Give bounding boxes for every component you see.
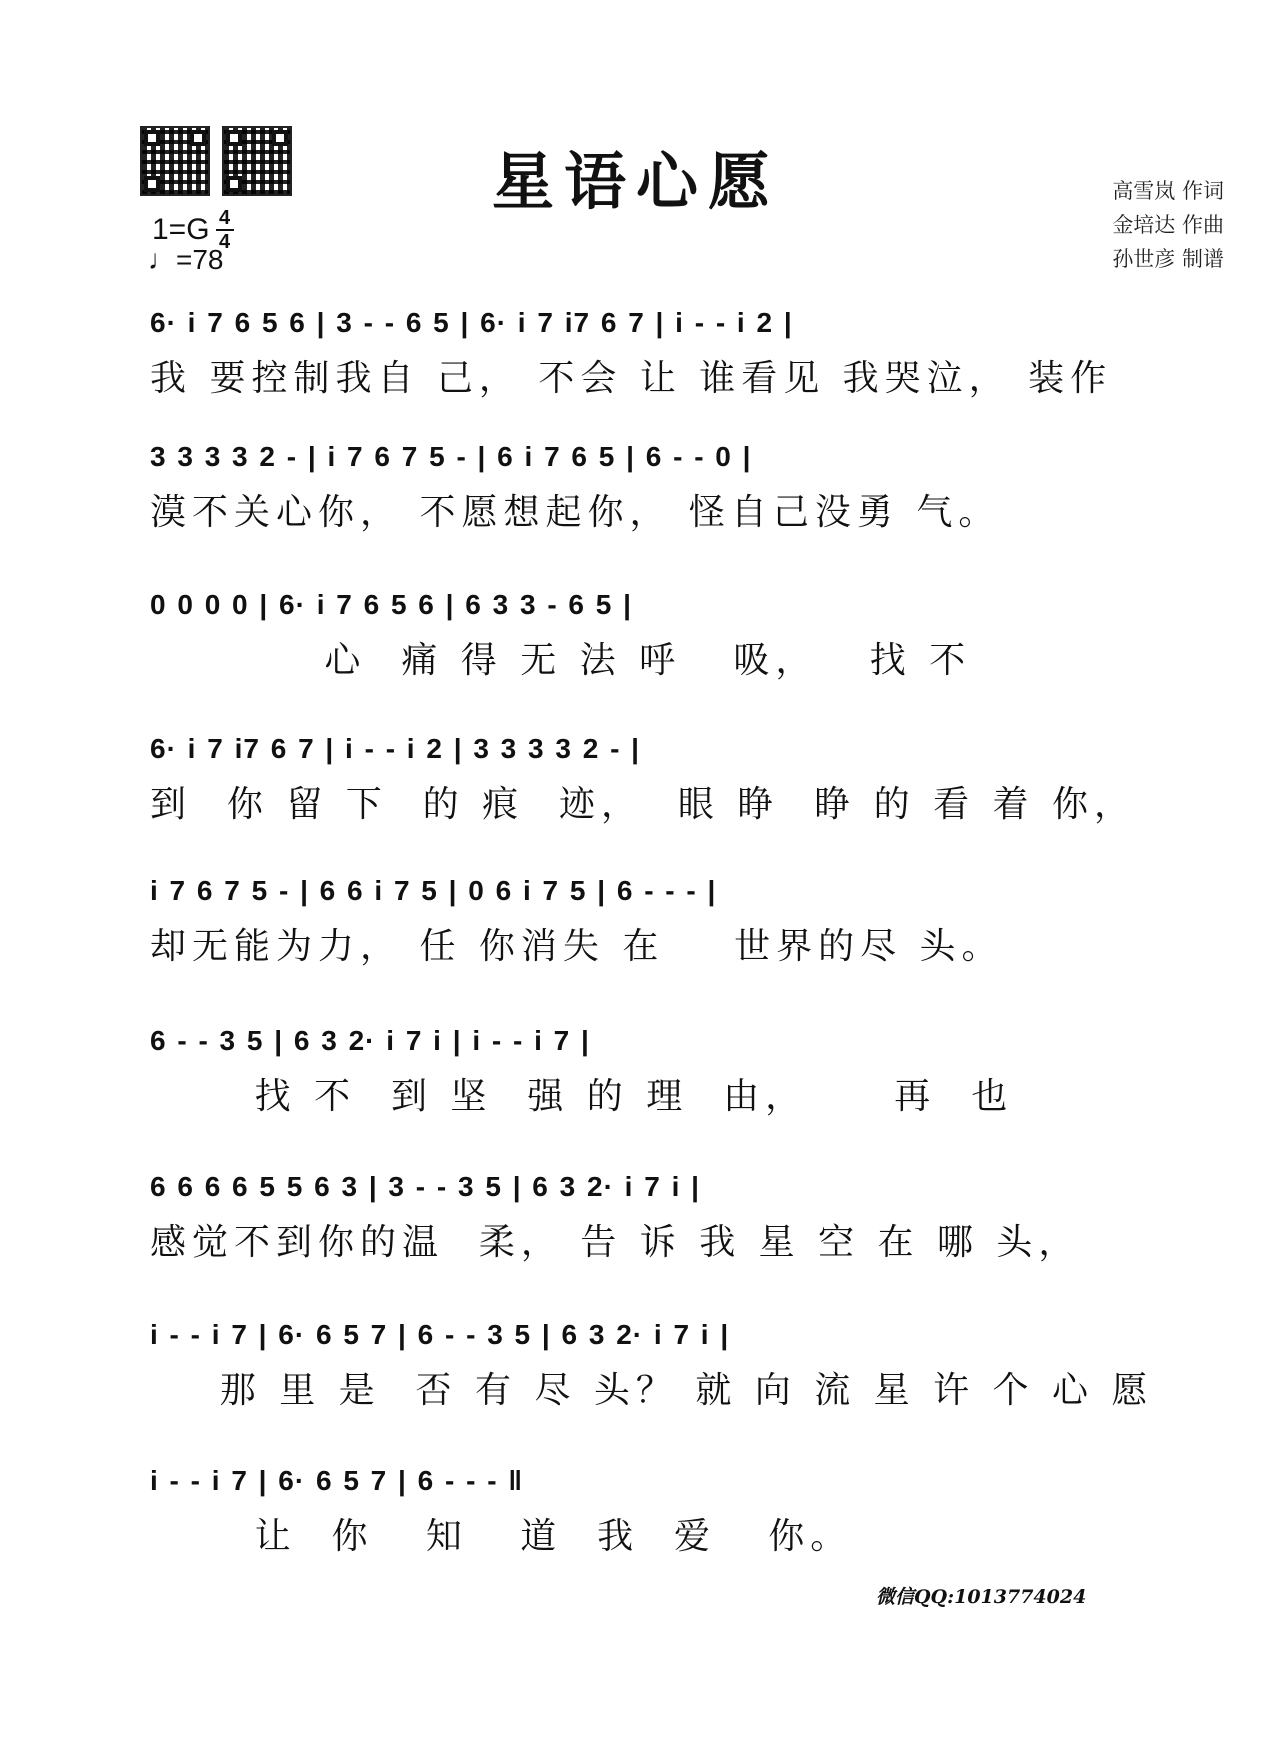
lyric-line: 却无能为力， 任 你消失 在 世界的尽 头。 <box>150 926 1004 967</box>
score-line-1 <box>150 298 1130 428</box>
lyric-line: 那 里 是 否 有 尽 头？ 就 向 流 星 许 个 心 愿 <box>150 1370 1154 1411</box>
score-line-4 <box>150 724 1136 854</box>
time-denominator: 4 <box>218 231 231 253</box>
score-line-7 <box>150 1162 1130 1292</box>
score-line-8 <box>150 1310 1154 1440</box>
credits <box>984 174 1224 276</box>
notation-line: 6 6 6 6 5 5 6 3 | 3 - - 3 5 | 6 3 2· i 7 i | <box>150 1171 700 1202</box>
score-line-2 <box>150 432 1130 562</box>
lyric-line: 到 你 留 下 的 痕 迹， 眼 睁 睁 的 看 着 你， <box>150 784 1136 825</box>
lyricist-credit: 高雪岚 作词 <box>1112 179 1224 203</box>
notation-line: 6 - - 3 5 | 6 3 2· i 7 i | i - - i 7 | <box>150 1025 590 1056</box>
lyric-line: 漠不关心你， 不愿想起你， 怪自己没勇 气。 <box>150 492 1001 533</box>
score-line-6 <box>150 1016 1130 1146</box>
song-title: 星语心愿 <box>491 145 780 218</box>
lyric-line: 找 不 到 坚 强 的 理 由， 再 也 <box>150 1076 1014 1117</box>
time-numerator: 4 <box>218 207 231 229</box>
key-label: 1=G <box>152 213 210 246</box>
lyric-line: 我 要控制我自 己， 不会 让 谁看见 我哭泣， 装作 <box>150 358 1113 399</box>
score-line-5 <box>150 866 1130 996</box>
notation-line: 0 0 0 0 | 6· i 7 6 5 6 | 6 3 3 - 6 5 | <box>150 589 632 620</box>
arranger-credit: 孙世彦 制谱 <box>1112 247 1224 271</box>
score-line-9 <box>150 1456 1130 1586</box>
notation-line: 6· i 7 i7 6 7 | i - - i 2 | 3 3 3 3 2 - | <box>150 733 641 764</box>
composer-credit: 金培达 作曲 <box>1112 213 1224 237</box>
notation-line: 3 3 3 3 2 - | i 7 6 7 5 - | 6 i 7 6 5 | 6 - - 0 | <box>150 441 752 472</box>
notation-line: i - - i 7 | 6· 6 5 7 | 6 - - 3 5 | 6 3 2· i 7 i | <box>150 1319 730 1350</box>
lyric-line: 让 你 知 道 我 爱 你。 <box>150 1516 853 1557</box>
score-line-3 <box>150 580 1130 710</box>
tempo-marking: ♩=78 <box>148 244 224 275</box>
notation-line: i - - i 7 | 6· 6 5 7 | 6 - - - ‖ <box>150 1465 524 1496</box>
notation-line: 6· i 7 6 5 6 | 3 - - 6 5 | 6· i 7 i7 6 7 | i - - i 2 | <box>150 307 793 338</box>
lyric-line: 感觉不到你的温 柔， 告 诉 我 星 空 在 哪 头， <box>150 1222 1081 1263</box>
notation-line: i 7 6 7 5 - | 6 6 i 7 5 | 0 6 i 7 5 | 6 - - - | <box>150 875 717 906</box>
lyric-line: 心 痛 得 无 法 呼 吸， 找 不 <box>150 640 972 681</box>
contact-info: 微信QQ:1013774024 <box>876 1586 1087 1608</box>
